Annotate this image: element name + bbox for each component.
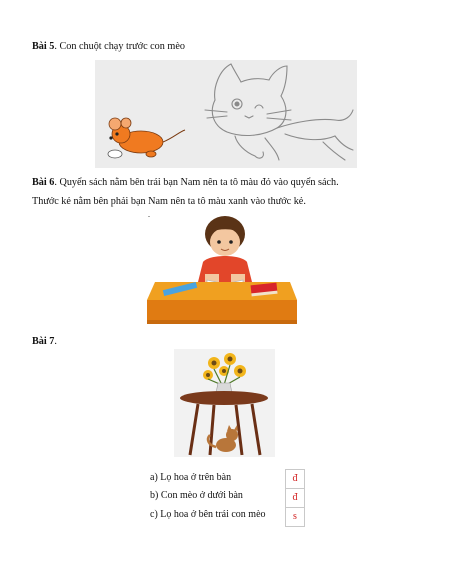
answer-a-box[interactable]: đ [285, 469, 305, 489]
exercise-6-text-1: . Quyển sách nằm bên trái bạn Nam nên ta tô màu đỏ vào quyển sách. [54, 177, 339, 188]
answer-b-text: b) Con mèo ở dưới bàn [150, 490, 243, 501]
exercise-7-heading: Bài 7. [32, 336, 57, 347]
table-top [180, 391, 268, 405]
exercise-6-line-2: Thước kẻ nằm bên phải bạn Nam nên ta tô màu xanh vào thước kẻ. [32, 196, 306, 207]
exercise-5-label: Bài 5 [32, 41, 55, 52]
exercise-5-heading [32, 40, 185, 54]
answer-c-text: c) Lọ hoa ở bên trái con mèo [150, 509, 266, 520]
exercise-6-label: Bài 6 [32, 177, 55, 188]
boy-at-desk-illustration [145, 214, 300, 328]
sunflowers [203, 353, 246, 385]
exercise-5-text: . Con chuột chạy trước con mèo [54, 41, 185, 52]
answer-b-box[interactable]: đ [285, 488, 305, 508]
mouse-drawing [108, 118, 185, 158]
answer-c-box[interactable]: s [285, 507, 305, 527]
boy-face [210, 228, 240, 256]
answer-a-text: a) Lọ hoa ở trên bàn [150, 472, 232, 483]
cat-drawing [205, 64, 353, 160]
exercise-6-line-1 [32, 176, 339, 190]
cat-mouse-illustration [95, 60, 357, 168]
exercise-7-label: Bài 7 [32, 336, 55, 347]
stray-dot: . [148, 210, 150, 219]
vase-table-cat-illustration [174, 349, 275, 457]
